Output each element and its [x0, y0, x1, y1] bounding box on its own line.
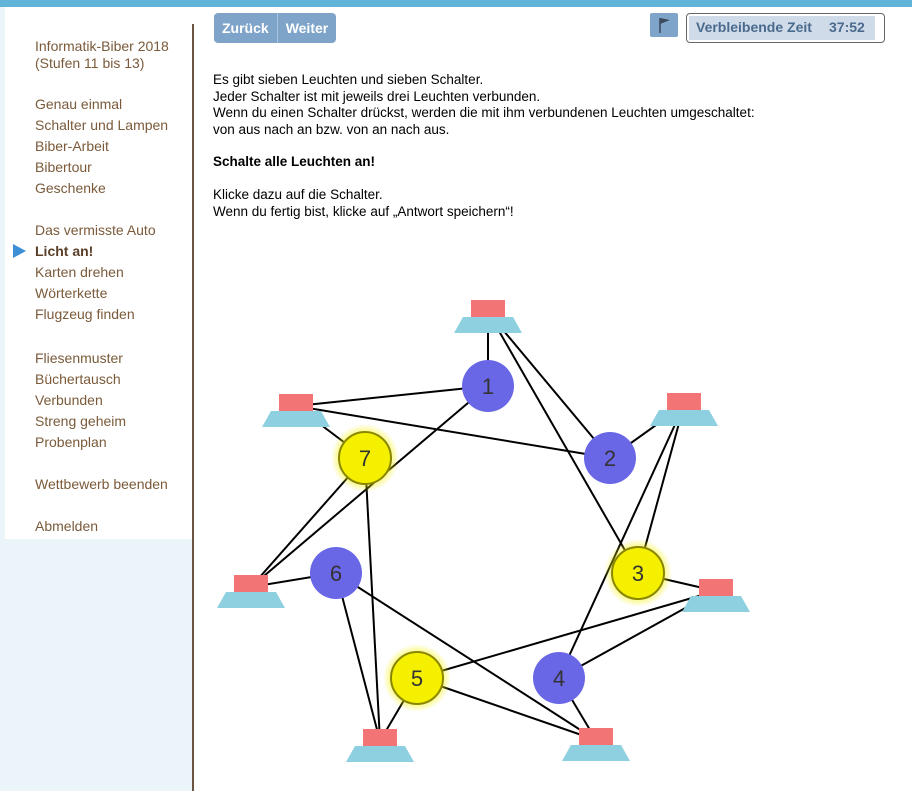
switch-2[interactable] — [584, 432, 636, 484]
task-hint-line: Klicke dazu auf die Schalter. — [213, 186, 383, 202]
menu-item[interactable]: Verbunden — [35, 392, 103, 408]
lamp-base — [217, 592, 285, 608]
task-line: Es gibt sieben Leuchten und sieben Schalter. — [213, 72, 484, 87]
next-button[interactable]: Weiter — [278, 13, 337, 43]
menu-group-2 — [35, 220, 156, 325]
menu-group-3 — [35, 348, 126, 453]
lamp-shade — [667, 393, 701, 410]
switch-5[interactable] — [383, 644, 451, 712]
switch-label: 6 — [329, 561, 343, 586]
sidebar-divider — [192, 24, 194, 791]
task-line: Jeder Schalter ist mit jeweils drei Leuchten verbunden. — [213, 88, 541, 104]
switch-label: 3 — [631, 561, 645, 586]
sidebar-footer-area — [0, 539, 192, 791]
menu-group-1 — [35, 94, 168, 199]
top-bar — [0, 0, 912, 7]
menu-item[interactable]: Streng geheim — [35, 413, 127, 429]
competition-title — [35, 38, 169, 72]
task-line: Wenn du einen Schalter drückst, werden die mit ihm verbundenen Leuchten umgeschaltet: — [213, 105, 755, 121]
logout-link[interactable]: Abmelden — [35, 518, 99, 534]
back-button[interactable]: Zurück — [214, 13, 278, 43]
lamp-shade — [234, 575, 268, 592]
switch-label: 2 — [603, 446, 617, 471]
lamp-base — [682, 596, 750, 612]
lamp — [217, 575, 285, 608]
remaining-time-box — [686, 13, 885, 43]
switch-4[interactable] — [533, 652, 585, 704]
menu-item[interactable]: Schalter und Lampen — [35, 117, 169, 133]
lamp-base — [650, 410, 718, 426]
lamp-base — [454, 317, 522, 333]
task-hint-line: Wenn du fertig bist, klicke auf „Antwort speichern“! — [213, 203, 514, 219]
lamp-shade — [699, 579, 733, 596]
menu-group-5 — [35, 516, 98, 537]
flag-button[interactable] — [650, 13, 678, 37]
menu-item[interactable]: Bibertour — [35, 159, 92, 175]
task-line: von aus nach an bzw. von an nach aus. — [213, 121, 450, 137]
sidebar-edge — [0, 7, 5, 539]
competition-title-line2: (Stufen 11 bis 13) — [35, 55, 145, 71]
menu-item[interactable]: Das vermisste Auto — [35, 222, 156, 238]
remaining-time-label: Verbleibende Zeit — [696, 19, 812, 35]
menu-item-active[interactable]: Licht an! — [35, 243, 94, 259]
lights-puzzle — [200, 290, 770, 780]
lamp — [682, 579, 750, 612]
task-navigation — [214, 13, 336, 43]
connection-line — [296, 386, 488, 406]
switch-label: 7 — [358, 446, 372, 471]
lamp-base — [562, 745, 630, 761]
menu-item[interactable]: Büchertausch — [35, 371, 121, 387]
menu-item[interactable]: Probenplan — [35, 434, 107, 450]
task-description — [213, 72, 755, 220]
lamp-shade — [471, 300, 505, 317]
menu-item[interactable]: Biber-Arbeit — [35, 138, 109, 154]
lamp-base — [346, 746, 414, 762]
lamp — [562, 728, 630, 761]
switch-6[interactable] — [310, 547, 362, 599]
lamp — [346, 729, 414, 762]
menu-group-4 — [35, 474, 168, 495]
switch-label: 4 — [552, 666, 566, 691]
remaining-time-value: 37:52 — [829, 19, 865, 35]
switch-label: 1 — [481, 374, 495, 399]
menu-item[interactable]: Fliesenmuster — [35, 350, 123, 366]
menu-item[interactable]: Karten drehen — [35, 264, 124, 280]
menu-item[interactable]: Flugzeug finden — [35, 306, 135, 322]
lamp — [650, 393, 718, 426]
active-task-arrow-icon — [13, 244, 26, 258]
lamp-shade — [579, 728, 613, 745]
lamp — [454, 300, 522, 333]
end-competition-link[interactable]: Wettbewerb beenden — [35, 476, 168, 492]
switch-7[interactable] — [331, 424, 399, 492]
menu-item[interactable]: Genau einmal — [35, 96, 123, 112]
remaining-time-panel — [689, 16, 875, 40]
switch-3[interactable] — [604, 539, 672, 607]
flag-icon — [650, 13, 678, 37]
lamp-shade — [279, 394, 313, 411]
menu-item[interactable]: Geschenke — [35, 180, 106, 196]
lamp-base — [262, 411, 330, 427]
switch-label: 5 — [410, 666, 424, 691]
menu-item[interactable]: Wörterkette — [35, 285, 108, 301]
lamp-shade — [363, 729, 397, 746]
competition-title-line1: Informatik-Biber 2018 — [35, 38, 169, 54]
task-goal: Schalte alle Leuchten an! — [213, 154, 376, 170]
switch-1[interactable] — [462, 360, 514, 412]
